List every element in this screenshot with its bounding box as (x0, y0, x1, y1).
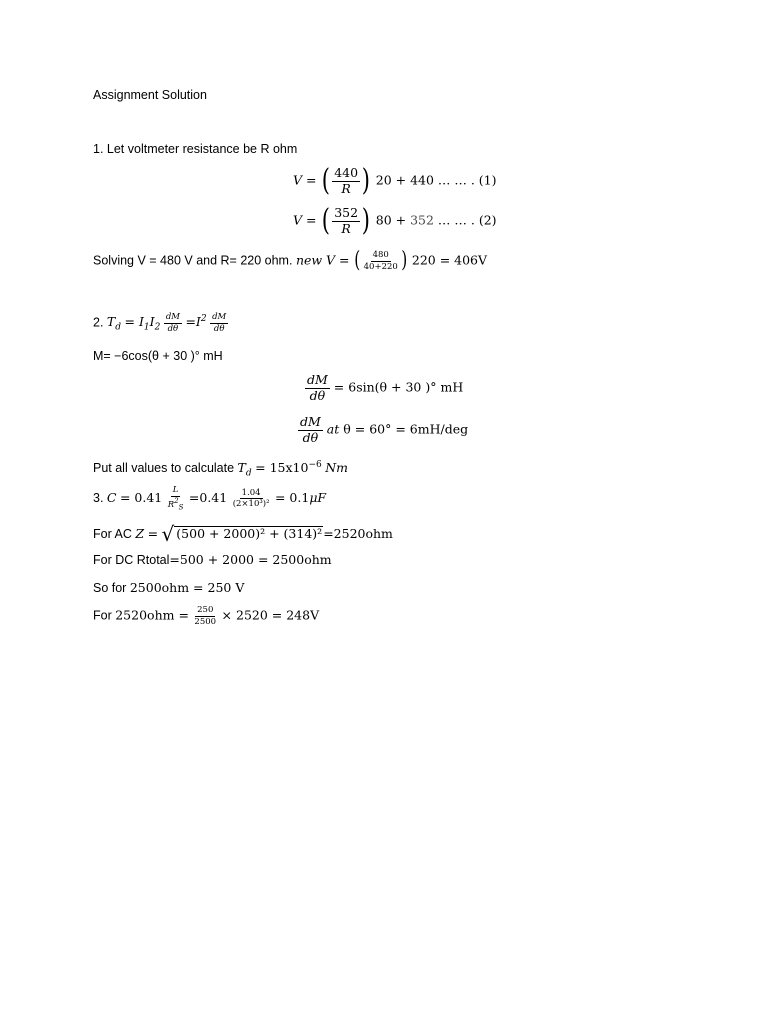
solving-left-paren: ( (354, 248, 361, 273)
td-eq-b: $=I^2$ (185, 314, 207, 330)
calc-unit: Nm (325, 460, 349, 476)
ac-label: For AC (93, 527, 132, 541)
so-rhs: 2500ohm = 250 V (129, 580, 245, 595)
eq2-denominator: R (341, 220, 351, 236)
eq2-tail-a: 80 + (375, 212, 411, 228)
ac-z: Z (135, 526, 145, 541)
sqrt-symbol: √ (161, 522, 175, 546)
td-fraction-2: $\frac{dM}{d\theta}$ (212, 312, 227, 334)
solving-denominator: 40+220 (363, 261, 398, 272)
td-symbol: $T_d$ (106, 314, 122, 333)
solving-text: Solving V = 480 V and R= 220 ohm. (93, 253, 293, 268)
eq1-right-paren: ) (361, 163, 371, 198)
final-line (93, 606, 319, 626)
q3-capacitance-line (93, 486, 326, 511)
td-fraction-1: $\frac{dM}{d\theta}$ (165, 312, 180, 334)
deriv-rhs: = 6sin(θ + 30 )° mH (333, 379, 464, 395)
eq2-fraction (332, 207, 360, 235)
so-line (93, 582, 244, 595)
solving-fraction (362, 251, 400, 271)
q2-derivative-at (298, 416, 468, 444)
solving-lhs: new V = (295, 252, 350, 268)
eq1-tail: 20 + 440 … … . (1) (375, 172, 497, 188)
so-label: So for (93, 581, 127, 595)
calc-text: Put all values to calculate (93, 461, 235, 476)
deriv-at-word: at (326, 421, 340, 437)
q2-calc-line (93, 461, 348, 479)
ac-line (93, 524, 393, 544)
dc-line (93, 554, 332, 567)
td-eq-a: = $I_1I_2$ (124, 314, 161, 333)
eq2-right-paren: ) (361, 203, 371, 238)
final-fraction: $\frac{250}{2500}$ (194, 605, 217, 627)
q3-fraction-2: $\frac{1.04}{\text{(2×10³)²}}$ (232, 487, 270, 509)
solving-tail: 220 = 406V (411, 252, 488, 268)
eq2-numerator: 352 (334, 205, 359, 220)
ac-result: =2520ohm (323, 526, 393, 541)
eq1-fraction (332, 167, 360, 195)
eq1-lhs: V = (293, 172, 317, 188)
q3-result: = 0.1 (274, 489, 310, 505)
q2-torque-line (93, 313, 228, 333)
q1-equation-1 (293, 163, 497, 198)
deriv-at-fraction: $\frac{dM}{d\theta}$ (300, 414, 321, 445)
q1-equation-2 (293, 203, 497, 238)
eq2-tail-c: … … . (2) (437, 212, 497, 228)
q3-mid: =0.41 (188, 489, 228, 505)
solving-right-paren: ) (401, 248, 408, 273)
dc-rhs: =500 + 2000 = 2500ohm (169, 552, 332, 567)
eq2-left-paren: ( (322, 203, 331, 238)
c-eq: = 0.41 (119, 489, 163, 505)
final-rhs: × 2520 = 248V (221, 607, 320, 623)
eq2-tail-b: 352 (410, 212, 434, 228)
final-lhs: 2520ohm = (115, 607, 189, 623)
eq1-denominator: R (341, 180, 351, 196)
final-label: For (93, 608, 112, 623)
calc-td: $T_d$ (237, 460, 252, 479)
eq2-lhs: V = (293, 212, 317, 228)
deriv-at-rhs: θ = 60° = 6mH/deg (339, 421, 469, 437)
eq1-left-paren: ( (322, 163, 331, 198)
q3-prefix: 3. (93, 490, 104, 505)
calc-rhs: = $15x10^{-6}$ (255, 460, 322, 476)
q1-intro: 1. Let voltmeter resistance be R ohm (93, 142, 298, 156)
q3-result-unit: μF (309, 489, 327, 505)
q2-m-line: M= −6cos(θ + 30 )° mH (93, 349, 223, 363)
eq1-numerator: 440 (334, 165, 359, 180)
deriv-fraction: $\frac{dM}{d\theta}$ (307, 372, 328, 403)
q2-prefix: 2. (93, 315, 104, 330)
solving-numerator: 480 (372, 250, 389, 260)
page-title: Assignment Solution (93, 88, 207, 102)
q3-fraction-1: $\frac{L}{R^2_S}$ (167, 485, 184, 512)
dc-label: For DC Rtotal (93, 553, 170, 567)
sqrt-content: (500 + 2000)² + (314)² (176, 526, 323, 541)
q1-solving-line (93, 250, 487, 272)
ac-eq: = (147, 526, 159, 541)
c-symbol: C (106, 489, 117, 505)
q2-derivative (305, 374, 463, 402)
